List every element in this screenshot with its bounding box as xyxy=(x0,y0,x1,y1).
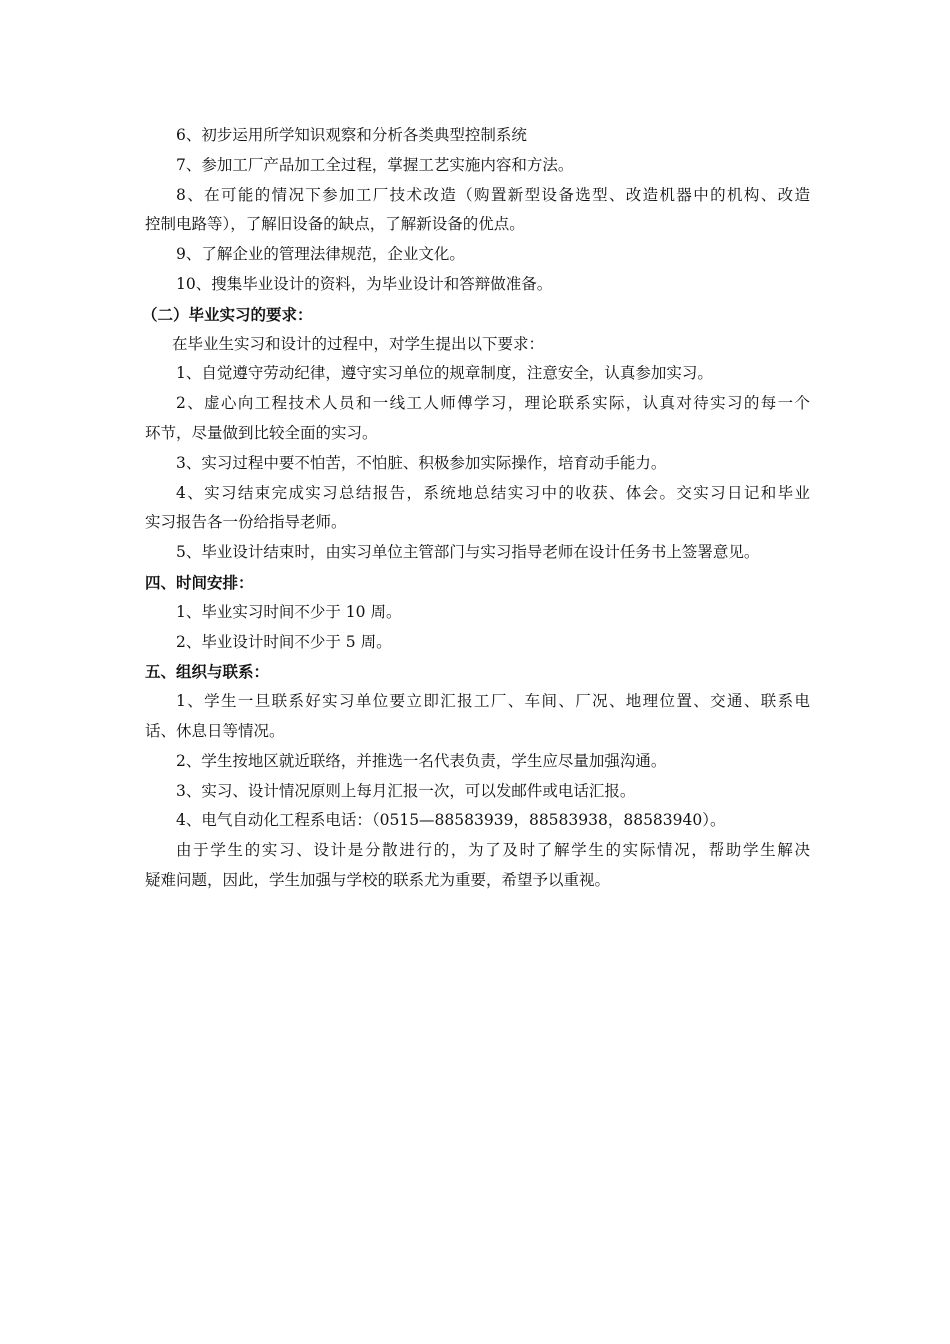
list-item-8-line-1: 8、在可能的情况下参加工厂技术改造（购置新型设备选型、改造机器中的机构、改造 xyxy=(176,185,810,204)
list-item-9: 9、了解企业的管理法律规范，企业文化。 xyxy=(176,245,465,264)
document-page xyxy=(142,121,810,896)
contact-item-2: 2、学生按地区就近联络，并推选一名代表负责，学生应尽量加强沟通。 xyxy=(176,751,667,770)
closing-paragraph-line-1: 由于学生的实习、设计是分散进行的，为了及时了解学生的实际情况，帮助学生解决 xyxy=(176,841,810,860)
contact-heading: 五、组织与联系： xyxy=(145,662,270,682)
schedule-item-2: 2、毕业设计时间不少于 5 周。 xyxy=(176,632,392,651)
requirement-item-4-line-1: 4、实习结束完成实习总结报告，系统地总结实习中的收获、体会。交实习日记和毕业 xyxy=(176,483,810,502)
contact-item-1-line-1: 1、学生一旦联系好实习单位要立即汇报工厂、车间、厂况、地理位置、交通、联系电 xyxy=(176,692,810,711)
requirements-intro: 在毕业生实习和设计的过程中，对学生提出以下要求： xyxy=(172,334,545,353)
list-item-8-line-2: 控制电路等），了解旧设备的缺点，了解新设备的优点。 xyxy=(145,215,525,234)
list-item-6: 6、初步运用所学知识观察和分析各类典型控制系统 xyxy=(176,126,527,144)
requirement-item-2-line-2: 环节，尽量做到比较全面的实习。 xyxy=(145,423,378,442)
requirement-item-4-line-2: 实习报告各一份给指导老师。 xyxy=(145,513,347,532)
requirements-heading: （二）毕业实习的要求： xyxy=(142,304,313,324)
contact-item-1-line-2: 话、休息日等情况。 xyxy=(145,721,285,740)
closing-paragraph-line-2: 疑难问题，因此，学生加强与学校的联系尤为重要，希望予以重视。 xyxy=(145,870,611,889)
requirement-item-2-line-1: 2、虚心向工程技术人员和一线工人师傅学习，理论联系实际，认真对待实习的每一个 xyxy=(176,394,810,413)
schedule-heading: 四、时间安排： xyxy=(145,572,254,592)
contact-item-3: 3、实习、设计情况原则上每月汇报一次，可以发邮件或电话汇报。 xyxy=(176,781,636,800)
list-item-7: 7、参加工厂产品加工全过程，掌握工艺实施内容和方法。 xyxy=(176,155,574,174)
list-item-10: 10、搜集毕业设计的资料，为毕业设计和答辩做准备。 xyxy=(176,274,553,293)
schedule-item-1: 1、毕业实习时间不少于 10 周。 xyxy=(176,602,402,621)
contact-item-4: 4、电气自动化工程系电话：（0515—88583939，88583938，88583940）。 xyxy=(176,811,726,830)
requirement-item-3: 3、实习过程中要不怕苦，不怕脏、积极参加实际操作，培育动手能力。 xyxy=(176,453,667,472)
requirement-item-5: 5、毕业设计结束时，由实习单位主管部门与实习指导老师在设计任务书上签署意见。 xyxy=(176,543,760,562)
requirement-item-1: 1、自觉遵守劳动纪律，遵守实习单位的规章制度，注意安全，认真参加实习。 xyxy=(176,364,713,383)
